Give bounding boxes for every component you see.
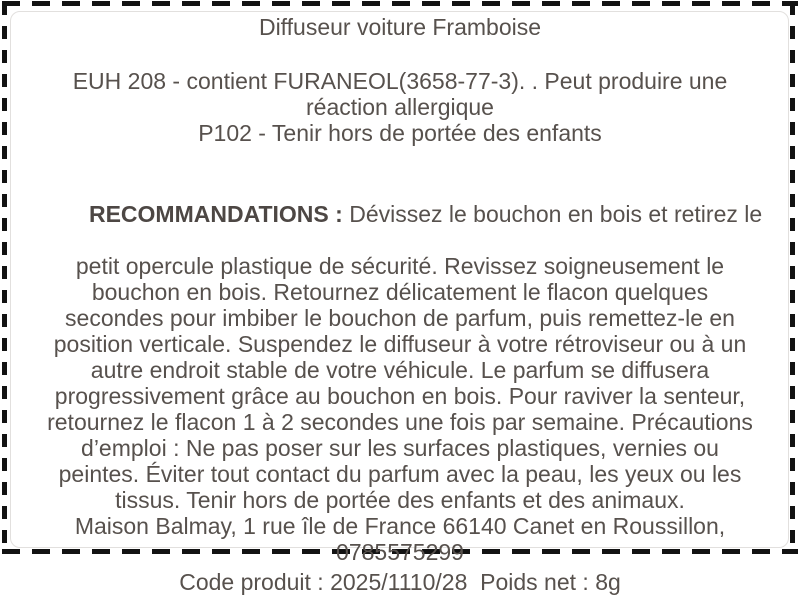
phone-number: 0785575299 — [336, 539, 464, 565]
recommendations-heading: RECOMMANDATIONS : — [88, 201, 343, 227]
product-title: Diffuseur voiture Framboise — [258, 14, 542, 40]
recommendations-line: tissus. Tenir hors de portée des enfants et des animaux. — [115, 487, 685, 513]
recommendations-line: retournez le flacon 1 à 2 secondes une fois par semaine. Précautions — [47, 409, 753, 435]
recommendations-line: petit opercule plastique de sécurité. Revissez soigneusement le — [75, 253, 725, 279]
recommendations-text: Dévissez le bouchon en bois et retirez le — [342, 201, 763, 227]
hazard-line: réaction allergique — [306, 94, 494, 120]
label-text-content — [13, 14, 787, 595]
hazard-line: EUH 208 - contient FURANEOL(3658-77-3). . Peut produire une — [72, 68, 728, 94]
recommendations-line: peintes. Éviter tout contact du parfum avec la peau, les yeux ou les — [58, 461, 742, 487]
recommendations-line: d’emploi : Ne pas poser sur les surfaces plastiques, vernies ou — [81, 435, 719, 461]
recommendations-line: position verticale. Suspendez le diffuseur à votre rétroviseur ou à un — [53, 331, 747, 357]
recommendations-paragraph — [13, 175, 787, 513]
recommendations-first-line — [13, 175, 787, 253]
recommendations-line: progressivement grâce au bouchon en bois. Pour raviver la senteur, — [54, 383, 746, 409]
recommendations-line: secondes pour imbiber le bouchon de parfum, puis remettez-le en — [65, 305, 735, 331]
recommendations-line: autre endroit stable de votre véhicule. Le parfum se diffusera — [90, 357, 710, 383]
recommendations-line: bouchon en bois. Retournez délicatement le flacon quelques — [91, 279, 709, 305]
manufacturer-address: Maison Balmay, 1 rue île de France 66140 Canet en Roussillon, — [74, 513, 726, 539]
hazard-line: P102 - Tenir hors de portée des enfants — [198, 120, 602, 146]
product-code-and-weight: Code produit : 2025/1110/28 Poids net : 8g — [179, 569, 621, 595]
hazard-statements — [13, 68, 787, 146]
